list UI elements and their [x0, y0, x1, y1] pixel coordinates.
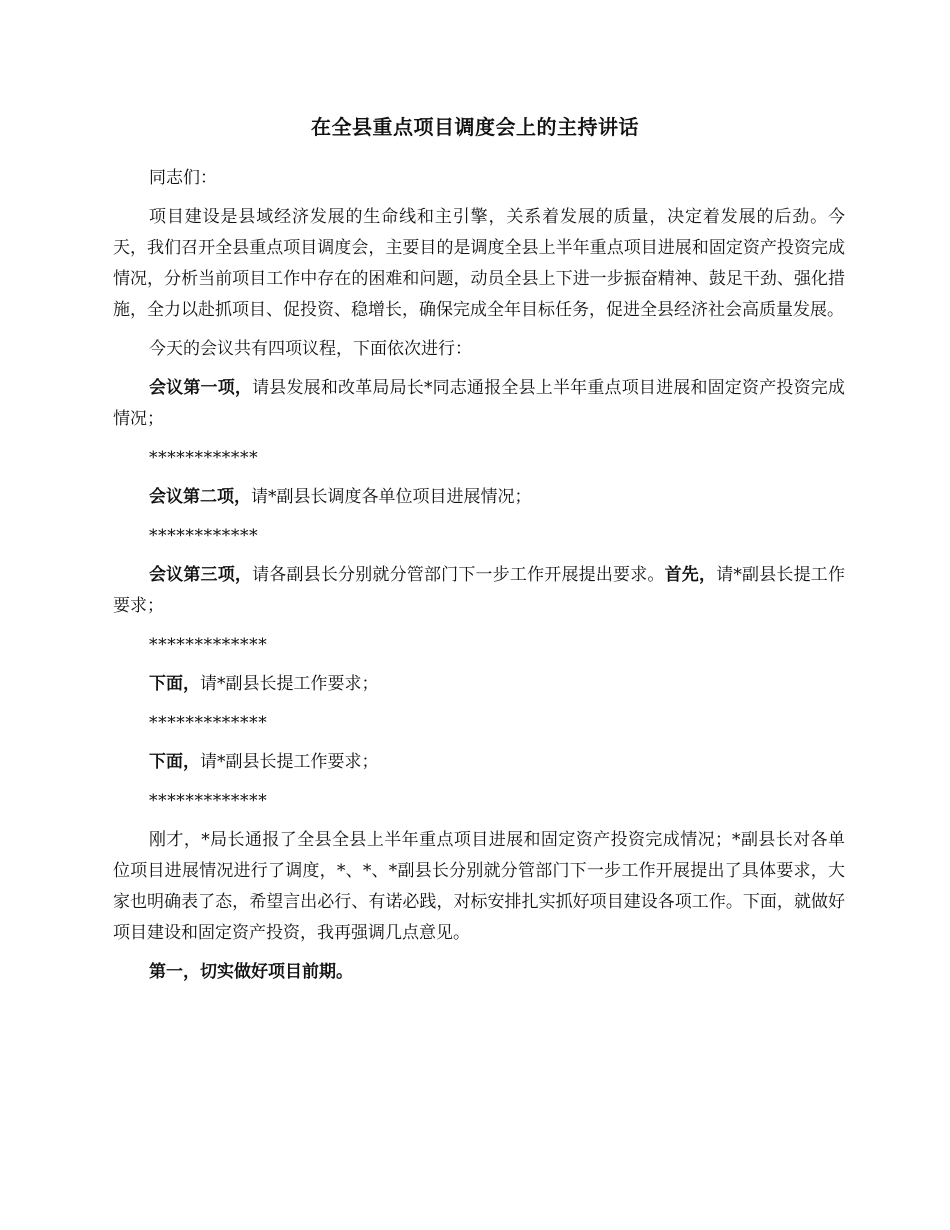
next-speaker-2-text: 请*副县长提工作要求；	[200, 752, 379, 772]
agenda-item-2-lead: 会议第二项，	[149, 487, 251, 507]
next-speaker-2	[113, 747, 845, 778]
agenda-item-1-lead: 会议第一项，	[149, 378, 253, 398]
next-speaker-1	[113, 669, 845, 700]
summary-paragraph: 刚才，*局长通报了全县全县上半年重点项目进展和固定资产投资完成情况；*副县长对各单位项目进展情况进行了调度，*、*、*副县长分别就分管部门下一步工作开展提出了具体要求，大家也明确表了态，希望言出必行、有诺必践，对标安排扎实抓好项目建设各项工作。下面，就做好项目建设和固定资产投资，我再强调几点意见。	[113, 830, 845, 943]
separator-stars-4: *************	[149, 713, 268, 733]
greeting-paragraph: 同志们：	[149, 168, 217, 188]
separator-stars-5: *************	[149, 791, 268, 811]
separator-stars-3: *************	[149, 635, 268, 655]
agenda-item-3-lead: 会议第三项，	[149, 565, 253, 585]
agenda-item-3-first-lead: 首先，	[664, 565, 717, 585]
agenda-item-2-text: 请*副县长调度各单位项目进展情况；	[251, 487, 532, 507]
agenda-item-1	[113, 373, 845, 435]
next-speaker-1-text: 请*副县长提工作要求；	[200, 674, 379, 694]
next-speaker-1-lead: 下面，	[149, 674, 200, 694]
agenda-item-3	[113, 560, 845, 622]
document-body	[113, 163, 845, 996]
separator-stars-2: ************	[149, 526, 259, 546]
document-title: 在全县重点项目调度会上的主持讲话	[311, 115, 639, 139]
agenda-item-2	[113, 482, 845, 513]
next-speaker-2-lead: 下面，	[149, 752, 200, 772]
intro-paragraph: 项目建设是县域经济发展的生命线和主引擎，关系着发展的质量，决定着发展的后劲。今天，我们召开全县重点项目调度会，主要目的是调度全县上半年重点项目进展和固定资产投资完成情况，分析当前项目工作中存在的困难和问题，动员全县上下进一步振奋精神、鼓足干劲、强化措施，全力以赴抓项目、促投资、稳增长，确保完成全年目标任务，促进全县经济社会高质量发展。	[113, 207, 845, 320]
agenda-item-3-first-text: 请*副县长提工作要求；	[113, 565, 845, 616]
agenda-item-3-text: 请各副县长分别就分管部门下一步工作开展提出要求。	[252, 565, 665, 585]
separator-stars-1: ************	[149, 448, 259, 468]
point-1-heading: 第一，切实做好项目前期。	[149, 962, 353, 982]
agenda-intro-paragraph: 今天的会议共有四项议程，下面依次进行：	[149, 339, 472, 359]
agenda-item-1-text: 请县发展和改革局局长*同志通报全县上半年重点项目进展和固定资产投资完成情况；	[113, 378, 845, 429]
